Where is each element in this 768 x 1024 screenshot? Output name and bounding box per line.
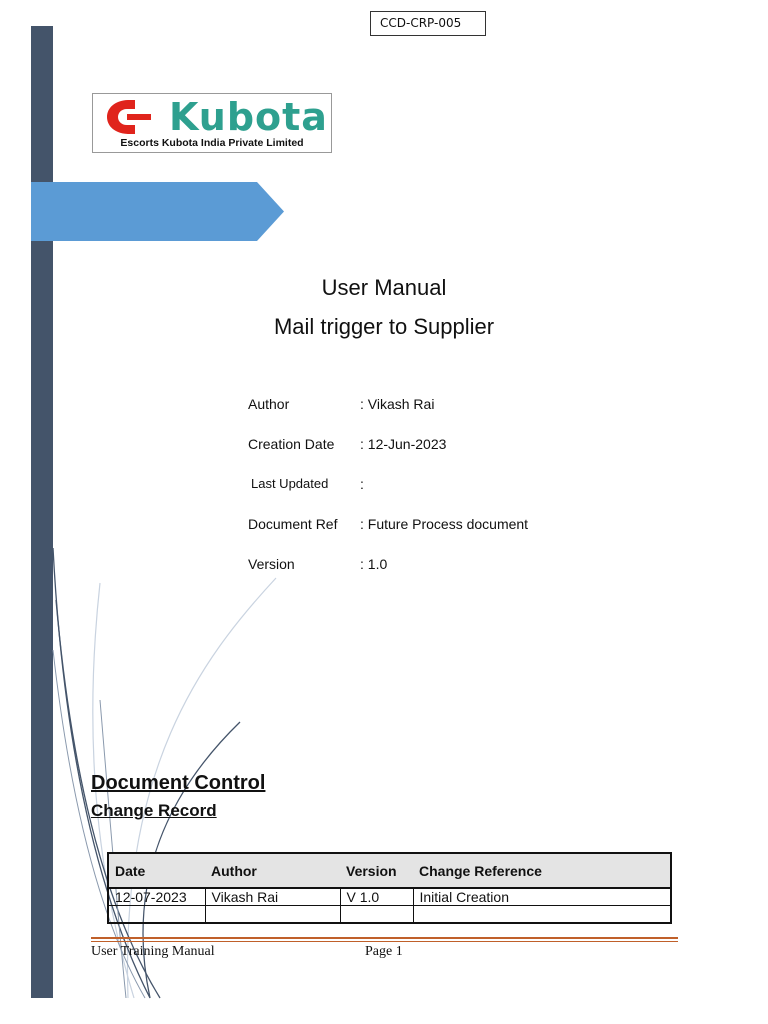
column-header-date: Date <box>108 853 205 888</box>
meta-row-last-updated <box>248 476 648 496</box>
logo-company-name: Escorts Kubota India Private Limited <box>120 137 304 149</box>
cell-author: Vikash Rai <box>205 888 340 906</box>
meta-value: : 1.0 <box>360 556 388 572</box>
footer-rule <box>91 941 678 942</box>
arrow-banner <box>31 182 284 241</box>
column-header-change-reference: Change Reference <box>413 853 671 888</box>
cell-version: V 1.0 <box>340 888 413 906</box>
meta-row-document-ref <box>248 516 648 536</box>
table-header-row <box>108 853 671 888</box>
meta-row-creation-date <box>248 436 648 456</box>
document-subtitle: Mail trigger to Supplier <box>273 314 495 339</box>
column-header-version: Version <box>340 853 413 888</box>
table-row <box>108 888 671 906</box>
meta-row-author <box>248 396 648 416</box>
change-record-table <box>107 852 672 924</box>
footer-manual-name: User Training Manual <box>91 944 215 959</box>
meta-row-version <box>248 556 648 576</box>
meta-value: : Future Process document <box>360 516 529 532</box>
meta-label: Document Ref <box>248 516 338 532</box>
meta-label: Author <box>248 396 290 412</box>
cell-date <box>108 906 205 924</box>
document-code-box: CCD-CRP-005 <box>370 11 486 36</box>
meta-value: : <box>360 476 364 492</box>
footer-page-number: Page 1 <box>365 944 403 959</box>
meta-value: : Vikash Rai <box>360 396 435 412</box>
meta-label: Version <box>248 556 295 572</box>
cell-author <box>205 906 340 924</box>
subsection-heading-change-record: Change Record <box>91 801 217 820</box>
column-header-author: Author <box>205 853 340 888</box>
cell-version <box>340 906 413 924</box>
section-heading-document-control: Document Control <box>91 772 266 794</box>
logo-wordmark: Kubota <box>169 95 328 139</box>
meta-value: : 12-Jun-2023 <box>360 436 447 452</box>
meta-label: Creation Date <box>248 436 335 452</box>
cell-change-reference <box>413 906 671 924</box>
document-title: User Manual <box>321 275 447 300</box>
cell-change-reference: Initial Creation <box>413 888 671 906</box>
left-decorative-bar <box>31 26 53 998</box>
kubota-logo-mark <box>105 98 153 136</box>
meta-label: Last Updated <box>251 476 329 491</box>
company-logo <box>92 93 332 153</box>
footer-rule <box>91 937 678 939</box>
cell-date: 12-07-2023 <box>108 888 205 906</box>
table-row <box>108 906 671 924</box>
